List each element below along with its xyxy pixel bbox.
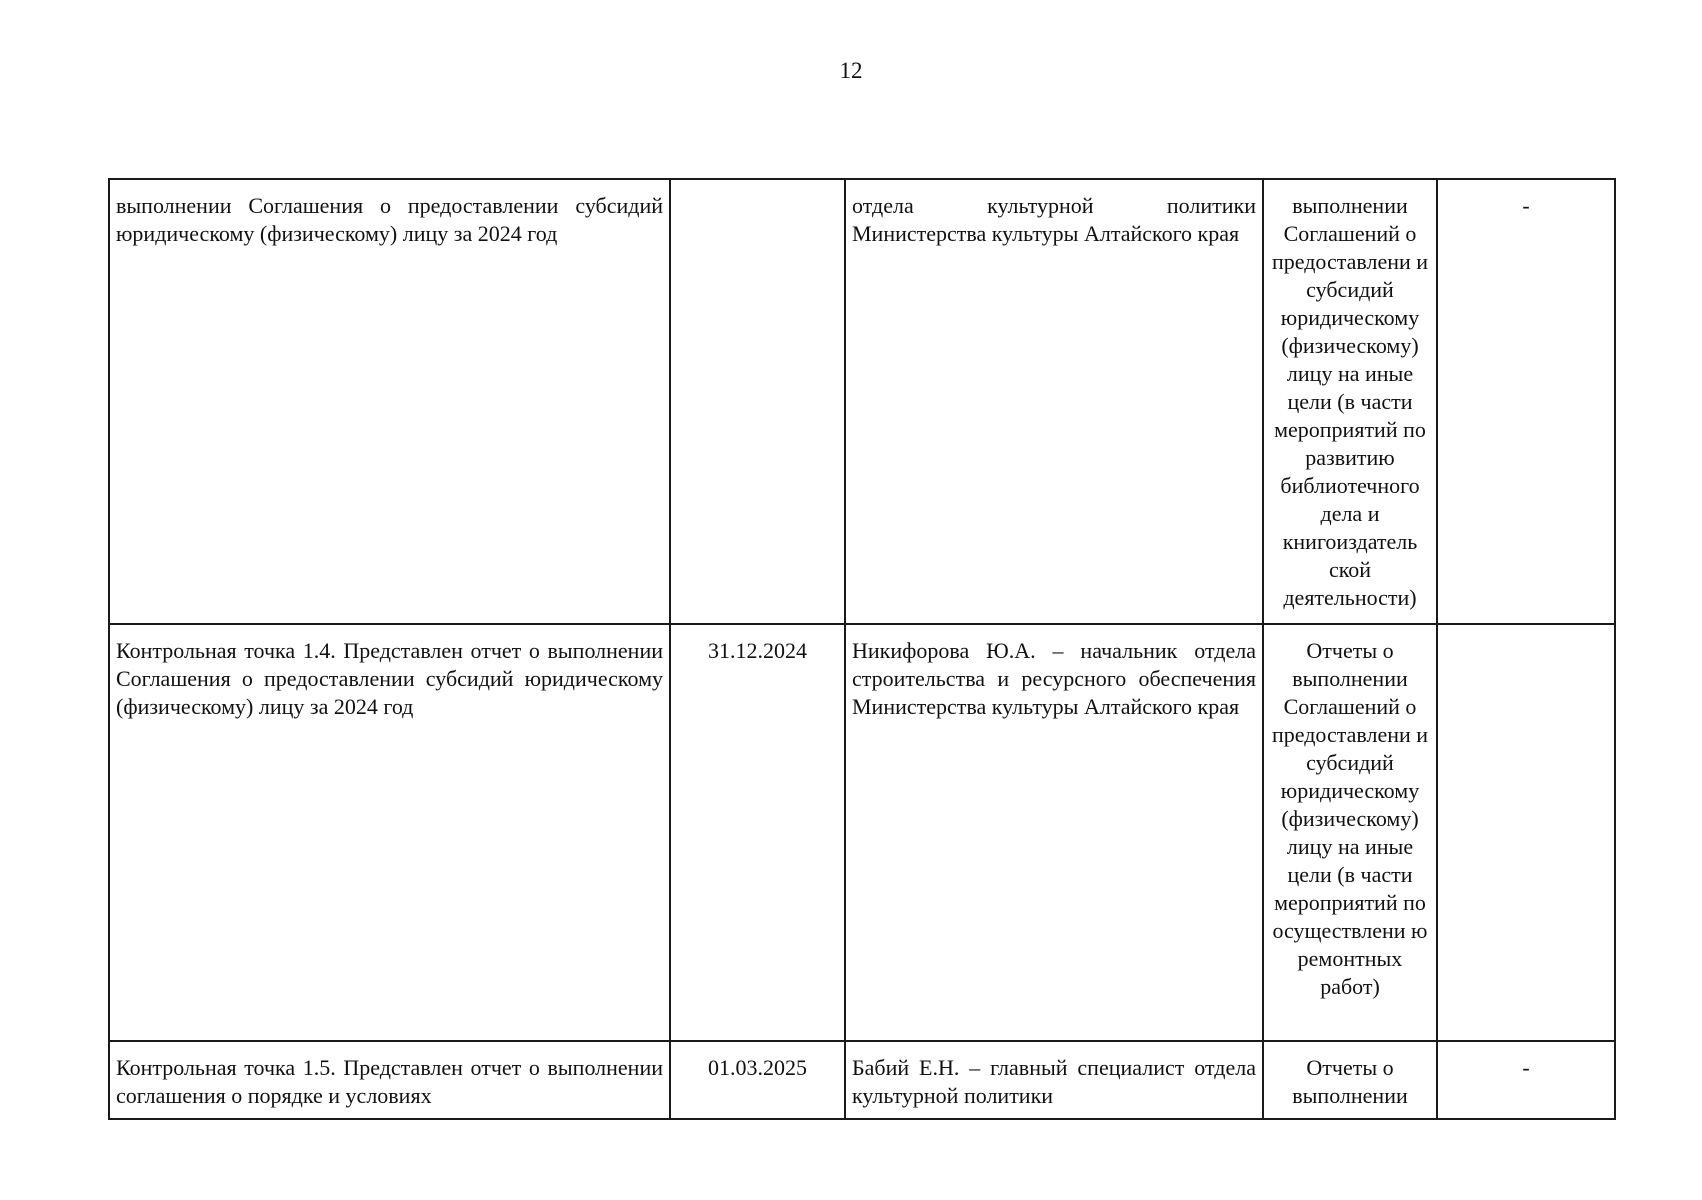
- event-description-cell: Контрольная точка 1.4. Представлен отчет о выполнении Соглашения о предоставлении субсидий юридическому (физическому) лицу за 2024 год: [109, 624, 670, 1041]
- deadline-date-cell: 01.03.2025: [670, 1041, 845, 1119]
- deadline-date-cell: [670, 179, 845, 624]
- document-type-cell: Отчеты о выполнении Соглашений о предоставлени и субсидий юридическому (физическому) лицу на иные цели (в части мероприятий по осуществлени ю ремонтных работ): [1263, 624, 1437, 1041]
- note-cell: -: [1437, 1041, 1615, 1119]
- event-description-cell: выполнении Соглашения о предоставлении субсидий юридическому (физическому) лицу за 2024 год: [109, 179, 670, 624]
- note-cell: -: [1437, 179, 1615, 624]
- document-type-cell: Отчеты о выполнении: [1263, 1041, 1437, 1119]
- table-row: [109, 624, 1615, 1041]
- note-cell: [1437, 624, 1615, 1041]
- deadline-date-cell: 31.12.2024: [670, 624, 845, 1041]
- responsible-person-cell: Бабий Е.Н. – главный специалист отдела культурной политики: [845, 1041, 1263, 1119]
- control-points-table: [108, 178, 1616, 1120]
- document-type-cell: выполнении Соглашений о предоставлени и субсидий юридическому (физическому) лицу на иные цели (в части мероприятий по развитию библиотечного дела и книгоиздатель ской деятельности): [1263, 179, 1437, 624]
- page-number: 12: [839, 58, 863, 83]
- responsible-person-cell: Никифорова Ю.А. – начальник отдела строительства и ресурсного обеспечения Министерства культуры Алтайского края: [845, 624, 1263, 1041]
- table-row: [109, 1041, 1615, 1119]
- table-row: [109, 179, 1615, 624]
- responsible-person-cell: отдела культурной политики Министерства культуры Алтайского края: [845, 179, 1263, 624]
- event-description-cell: Контрольная точка 1.5. Представлен отчет о выполнении соглашения о порядке и условиях: [109, 1041, 670, 1119]
